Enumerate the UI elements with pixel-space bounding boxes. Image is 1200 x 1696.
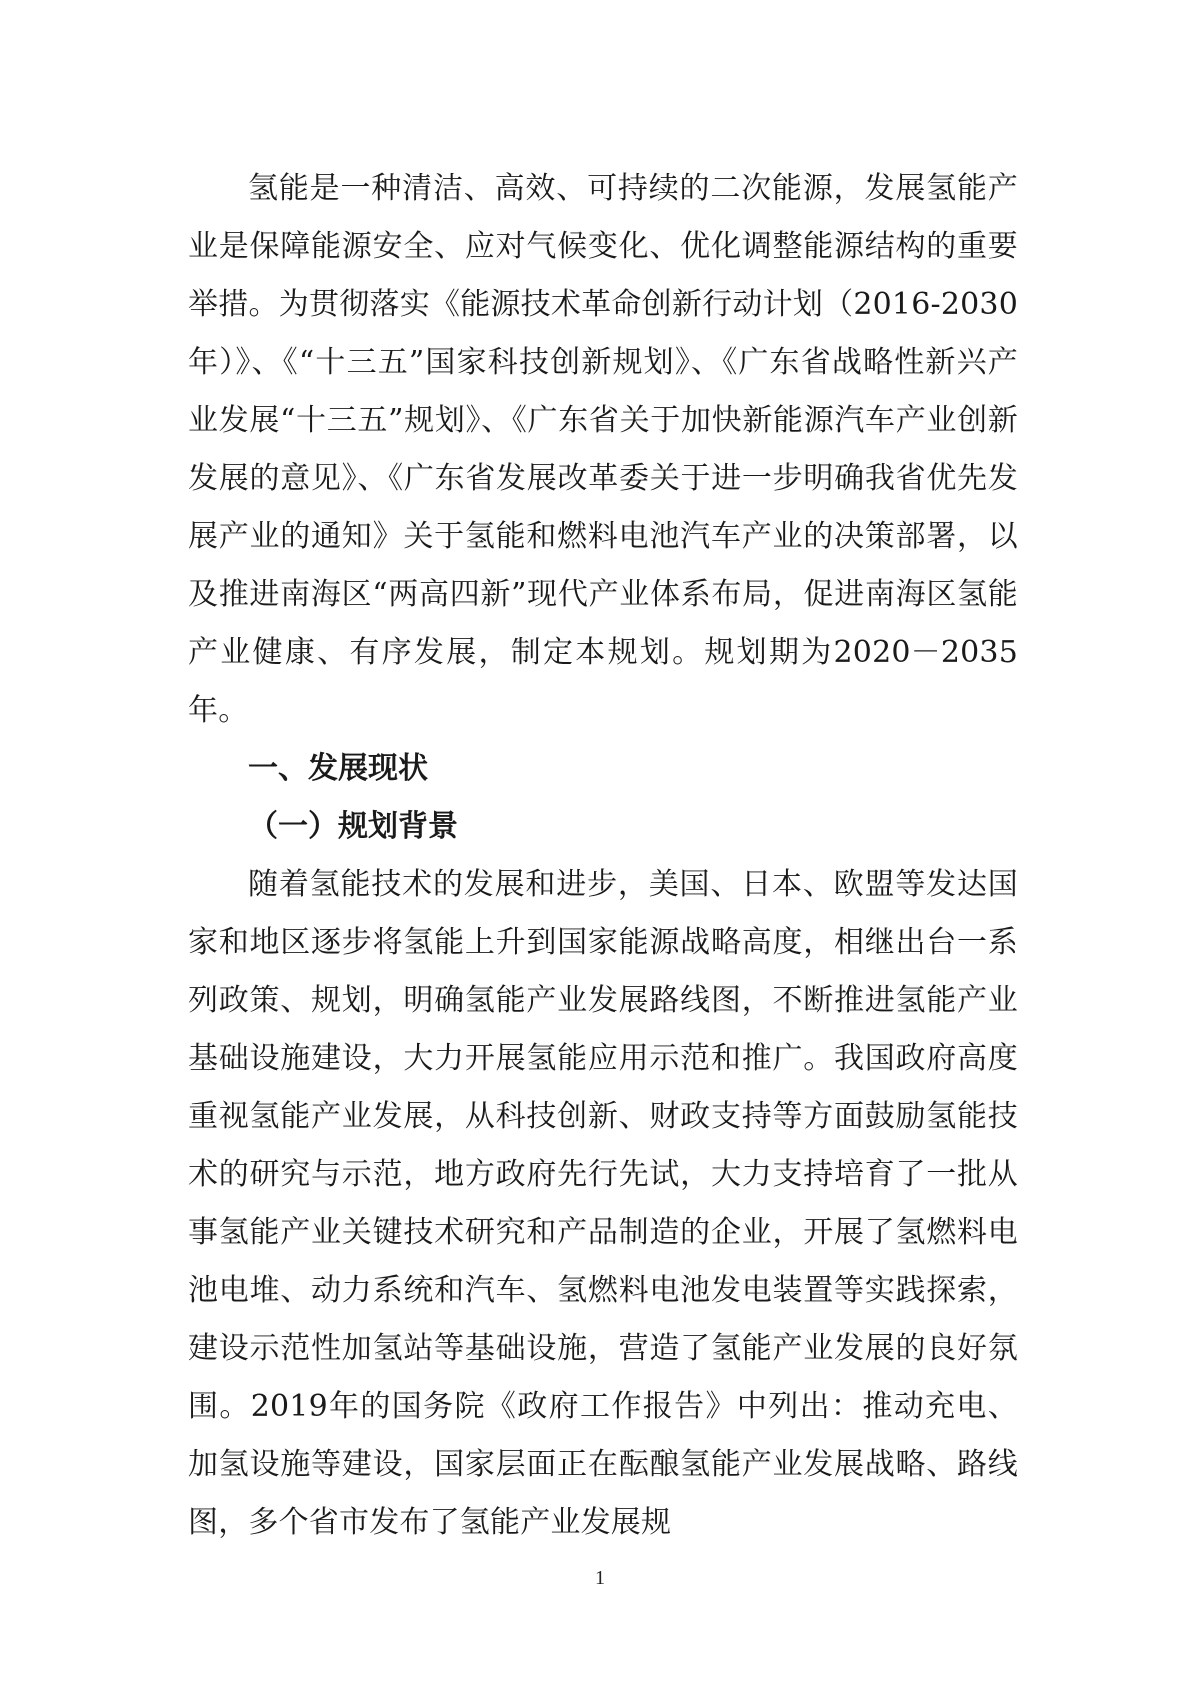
page-number: 1 — [595, 1567, 605, 1589]
document-body — [188, 160, 1018, 1552]
section-heading: 一、发展现状 — [248, 751, 428, 786]
background-paragraph: 随着氢能技术的发展和进步，美国、日本、欧盟等发达国家和地区逐步将氢能上升到国家能源战略高度，相继出台一系列政策、规划，明确氢能产业发展路线图，不断推进氢能产业基础设施建设，大力开展氢能应用示范和推广。我国政府高度重视氢能产业发展，从科技创新、财政支持等方面鼓励氢能技术的研究与示范，地方政府先行先试，大力支持培育了一批从事氢能产业关键技术研究和产品制造的企业，开展了氢燃料电池电堆、动力系统和汽车、氢燃料电池发电装置等实践探索，建设示范性加氢站等基础设施，营造了氢能产业发展的良好氛围。2019年的国务院《政府工作报告》中列出：推动充电、加氢设施等建设，国家层面正在酝酿氢能产业发展战略、路线图，多个省市发布了氢能产业发展规 — [188, 867, 1018, 1540]
intro-paragraph: 氢能是一种清洁、高效、可持续的二次能源，发展氢能产业是保障能源安全、应对气候变化、优化调整能源结构的重要举措。为贯彻落实《能源技术革命创新行动计划（2016-2030年）》、《“十三五”国家科技创新规划》、《广东省战略性新兴产业发展“十三五”规划》、《广东省关于加快新能源汽车产业创新发展的意见》、《广东省发展改革委关于进一步明确我省优先发展产业的通知》关于氢能和燃料电池汽车产业的决策部署，以及推进南海区“两高四新”现代产业体系布局，促进南海区氢能产业健康、有序发展，制定本规划。规划期为2020－2035年。 — [188, 171, 1018, 728]
subsection-heading: （一）规划背景 — [248, 809, 458, 844]
